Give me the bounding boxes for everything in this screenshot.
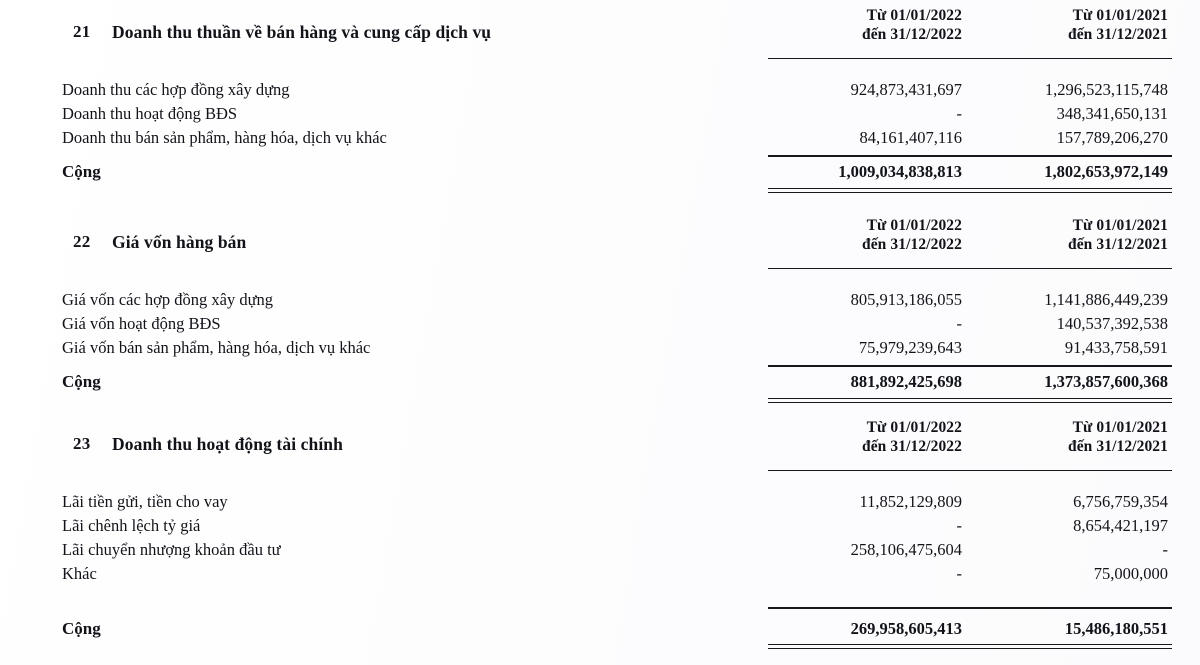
table-row	[0, 490, 1200, 514]
row-value-col1: 258,106,475,604	[850, 540, 962, 559]
note-block-23	[0, 412, 1200, 638]
table-row	[0, 538, 1200, 562]
row-values	[768, 312, 1172, 336]
note-22-header-rule	[768, 268, 1172, 269]
note-21-header	[0, 0, 1200, 46]
table-row	[0, 312, 1200, 336]
total-label: Cộng	[62, 162, 101, 181]
note-23-period-col1	[768, 418, 974, 456]
table-row	[0, 562, 1200, 586]
row-value-col2: 1,141,886,449,239	[1044, 290, 1168, 309]
row-value-col2: 75,000,000	[1093, 564, 1168, 583]
row-values	[768, 126, 1172, 150]
note-23-header	[0, 412, 1200, 458]
row-value-col1: -	[956, 104, 962, 123]
note-22-period-headers	[768, 216, 1172, 254]
note-23-title: Doanh thu hoạt động tài chính	[112, 434, 343, 454]
note-22-number: 22	[73, 232, 91, 251]
note-21-header-rule	[768, 58, 1172, 59]
note-21-total-top-rule	[768, 155, 1172, 157]
row-value-col1: 84,161,407,116	[859, 128, 962, 147]
period-col2-line1: Từ 01/01/2021	[1072, 7, 1168, 24]
total-row	[0, 160, 1200, 184]
note-22-period-col1	[768, 216, 974, 254]
row-label: Lãi chuyển nhượng khoản đầu tư	[62, 540, 281, 559]
period-col2-line2: đến 31/12/2021	[1067, 438, 1168, 455]
note-21-period-col2	[974, 6, 1172, 44]
row-values	[768, 102, 1172, 126]
total-label: Cộng	[62, 619, 101, 638]
period-col1-line2: đến 31/12/2022	[861, 236, 962, 253]
row-values	[768, 562, 1172, 586]
note-21-total-bottom-rule	[768, 188, 1172, 193]
total-value-col2: 1,373,857,600,368	[1044, 372, 1168, 391]
row-value-col1: 924,873,431,697	[850, 80, 962, 99]
row-label: Lãi tiền gửi, tiền cho vay	[62, 492, 228, 511]
row-label: Lãi chênh lệch tỷ giá	[62, 516, 201, 535]
note-23-total-bottom-rule	[768, 644, 1172, 649]
row-value-col1: 805,913,186,055	[850, 290, 962, 309]
note-23-total-top-rule	[768, 607, 1172, 609]
note-22-total-top-rule	[768, 365, 1172, 367]
total-value-col2: 1,802,653,972,149	[1044, 162, 1168, 181]
note-23-total	[0, 617, 1200, 641]
row-value-col1: 75,979,239,643	[858, 338, 962, 357]
note-21-period-col1	[768, 6, 974, 44]
note-23-period-headers	[768, 418, 1172, 456]
table-row	[0, 514, 1200, 538]
note-23-number: 23	[73, 434, 91, 453]
note-22-period-col2	[974, 216, 1172, 254]
period-col1-line2: đến 31/12/2022	[861, 438, 962, 455]
row-value-col1: 11,852,129,809	[859, 492, 962, 511]
total-row	[0, 370, 1200, 394]
row-label: Khác	[62, 564, 97, 583]
table-row	[0, 336, 1200, 360]
period-col1-line1: Từ 01/01/2022	[866, 7, 962, 24]
note-21-title: Doanh thu thuần về bán hàng và cung cấp dịch vụ	[112, 22, 492, 42]
row-value-col1: -	[956, 564, 962, 583]
row-value-col2: 91,433,758,591	[1064, 338, 1168, 357]
row-value-col2: 8,654,421,197	[1073, 516, 1168, 535]
note-21-period-headers	[768, 6, 1172, 44]
row-label: Doanh thu các hợp đồng xây dựng	[62, 80, 290, 99]
table-row	[0, 102, 1200, 126]
note-21-total	[0, 160, 1200, 184]
row-values	[768, 514, 1172, 538]
row-label: Giá vốn hoạt động BĐS	[62, 314, 221, 333]
row-value-col2: 348,341,650,131	[1056, 104, 1168, 123]
row-values	[768, 288, 1172, 312]
row-values	[768, 78, 1172, 102]
note-22-title: Giá vốn hàng bán	[112, 232, 247, 252]
period-col2-line2: đến 31/12/2021	[1067, 236, 1168, 253]
note-21-number: 21	[73, 22, 91, 41]
row-values	[768, 336, 1172, 360]
period-col2-line1: Từ 01/01/2021	[1072, 217, 1168, 234]
period-col1-line2: đến 31/12/2022	[861, 26, 962, 43]
total-value-col2: 15,486,180,551	[1064, 619, 1168, 638]
note-22-header	[0, 210, 1200, 256]
total-values	[768, 370, 1172, 394]
note-22-total-bottom-rule	[768, 398, 1172, 403]
period-col2-line1: Từ 01/01/2021	[1072, 419, 1168, 436]
total-row	[0, 617, 1200, 641]
total-values	[768, 160, 1172, 184]
row-value-col2: 1,296,523,115,748	[1044, 80, 1168, 99]
note-22-total	[0, 370, 1200, 394]
note-block-22	[0, 210, 1200, 391]
period-col2-line2: đến 31/12/2021	[1067, 26, 1168, 43]
note-block-21	[0, 0, 1200, 181]
row-values	[768, 538, 1172, 562]
row-value-col1: -	[956, 516, 962, 535]
note-23-header-rule	[768, 470, 1172, 471]
total-value-col1: 1,009,034,838,813	[838, 162, 962, 181]
total-label: Cộng	[62, 372, 101, 391]
note-22-rows	[0, 288, 1200, 360]
row-label: Giá vốn các hợp đồng xây dựng	[62, 290, 274, 309]
total-value-col1: 881,892,425,698	[850, 372, 962, 391]
note-23-rows	[0, 490, 1200, 586]
total-value-col1: 269,958,605,413	[850, 619, 962, 638]
note-21-rows	[0, 78, 1200, 150]
table-row	[0, 288, 1200, 312]
row-value-col2: 157,789,206,270	[1056, 128, 1168, 147]
table-row	[0, 126, 1200, 150]
row-values	[768, 490, 1172, 514]
row-value-col2: -	[1162, 540, 1168, 559]
row-value-col2: 6,756,759,354	[1073, 492, 1168, 511]
period-col1-line1: Từ 01/01/2022	[866, 419, 962, 436]
total-values	[768, 617, 1172, 641]
row-label: Doanh thu hoạt động BĐS	[62, 104, 238, 123]
row-value-col1: -	[956, 314, 962, 333]
row-label: Giá vốn bán sản phẩm, hàng hóa, dịch vụ khác	[62, 338, 371, 357]
table-row	[0, 78, 1200, 102]
note-23-period-col2	[974, 418, 1172, 456]
period-col1-line1: Từ 01/01/2022	[866, 217, 962, 234]
row-label: Doanh thu bán sản phẩm, hàng hóa, dịch vụ khác	[62, 128, 387, 147]
row-value-col2: 140,537,392,538	[1056, 314, 1168, 333]
